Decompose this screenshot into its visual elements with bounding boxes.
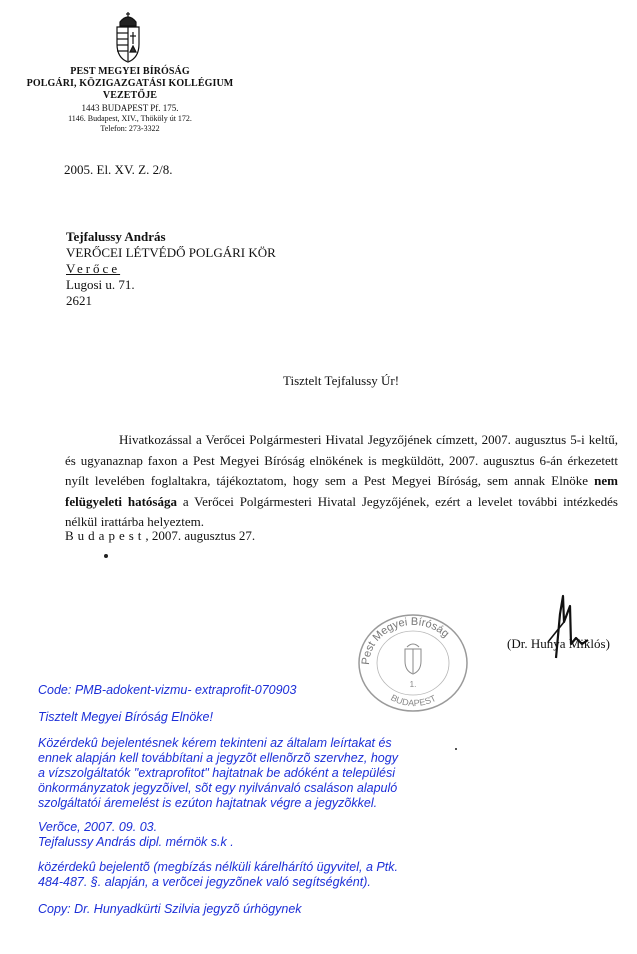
stamp-crest-icon bbox=[405, 644, 421, 674]
reference-number: 2005. El. XV. Z. 2/8. bbox=[64, 162, 173, 177]
annotation-line: szolgáltatói áremelést is ezúton hajtatnak végre a jegyzõkkel. bbox=[38, 796, 378, 810]
coat-of-arms-icon bbox=[111, 10, 145, 64]
recipient-street: Lugosi u. 71. bbox=[66, 277, 135, 292]
place-date bbox=[65, 528, 255, 544]
stamp-number: 1. bbox=[409, 680, 417, 689]
body-part-2: a Verőcei Polgármesteri Hivatal Jegyzőjének, ezért a levelet további intézkedés nélkül irattárba helyeztem. bbox=[65, 493, 618, 529]
recipient-zip: 2621 bbox=[66, 293, 92, 308]
letterhead-court: PEST MEGYEI BÍRÓSÁG bbox=[70, 66, 190, 77]
stamp-top-text: Pest Megyei Bíróság bbox=[359, 615, 452, 666]
annotation-role bbox=[38, 860, 398, 890]
salutation: Tisztelt Tejfalussy Úr! bbox=[283, 373, 400, 388]
court-stamp bbox=[347, 603, 479, 713]
annotation-code: Code: PMB-adokent-vizmu- extraprofit-070903 bbox=[38, 683, 297, 697]
body-emphasis: nem felügyeleti hatósága bbox=[65, 473, 618, 509]
date: , 2007. augusztus 27. bbox=[145, 528, 256, 543]
letterhead-role: VEZETŐJE bbox=[102, 90, 158, 101]
letterhead-college: POLGÁRI, KÖZIGAZGATÁSI KOLLÉGIUM bbox=[26, 78, 234, 89]
letterhead-po-box: 1443 BUDAPEST Pf. 175. bbox=[81, 103, 179, 113]
recipient-organization: VERŐCEI LÉTVÉDŐ POLGÁRI KÖR bbox=[66, 245, 276, 260]
place: Budapest bbox=[65, 528, 146, 543]
annotation-copy: Copy: Dr. Hunyadkürti Szilvia jegyzõ úrhögynek bbox=[38, 902, 302, 916]
letterhead-phone: Telefon: 273-3322 bbox=[100, 124, 160, 133]
recipient-name: Tejfalussy András bbox=[66, 229, 166, 244]
letterhead-address: 1146. Budapest, XIV., Thököly út 172. bbox=[68, 114, 192, 123]
stamp-bottom-text: BUDAPEST bbox=[389, 692, 438, 709]
annotation-paragraph bbox=[38, 736, 398, 811]
annotation-line: önkormányzatok jegyzõivel, sõt egy nyilvánvaló csaláson alapuló bbox=[38, 781, 398, 795]
annotation-place-date: Verõce, 2007. 09. 03. bbox=[38, 820, 158, 834]
annotation-greeting: Tisztelt Megyei Bíróság Elnöke! bbox=[38, 710, 213, 724]
annotation-role-line: 484-487. §. alapján, a verõcei jegyzõnek való segítségként). bbox=[38, 875, 371, 889]
body-part-1: Hivatkozással a Verőcei Polgármesteri Hivatal Jegyzőjének címzett, 2007. augusztus 5-i keltű, és ugyanaznap faxon a Pest Megyei Bíróság elnökének is megküldött, 2007. augusztus 6-án érkezetett nyílt levelében foglaltakra, tájékoztatom, hogy sem a Pest Megyei Bíróság, sem annak Elnöke bbox=[65, 432, 618, 488]
letter-body bbox=[65, 430, 618, 533]
ink-dot bbox=[104, 554, 108, 558]
annotation-line: Közérdekû bejelentésnek kérem tekinteni az általam leírtakat és bbox=[38, 736, 392, 750]
stray-mark bbox=[455, 748, 457, 750]
annotation-role-line: közérdekû bejelentõ (megbízás nélküli kárelhárító ügyvitel, a Ptk. bbox=[38, 860, 398, 874]
recipient-city: Verőce bbox=[66, 261, 121, 276]
signer-name: (Dr. Hunya Miklós) bbox=[507, 636, 610, 651]
annotation-author: Tejfalussy András dipl. mérnök s.k . bbox=[38, 835, 234, 849]
annotation-line: ennek alapján kell továbbítani a jegyzõt ellenõrzõ szervhez, hogy bbox=[38, 751, 398, 765]
annotation-line: a vízszolgáltatók "extraprofitot" hajtatnak be adóként a települési bbox=[38, 766, 396, 780]
